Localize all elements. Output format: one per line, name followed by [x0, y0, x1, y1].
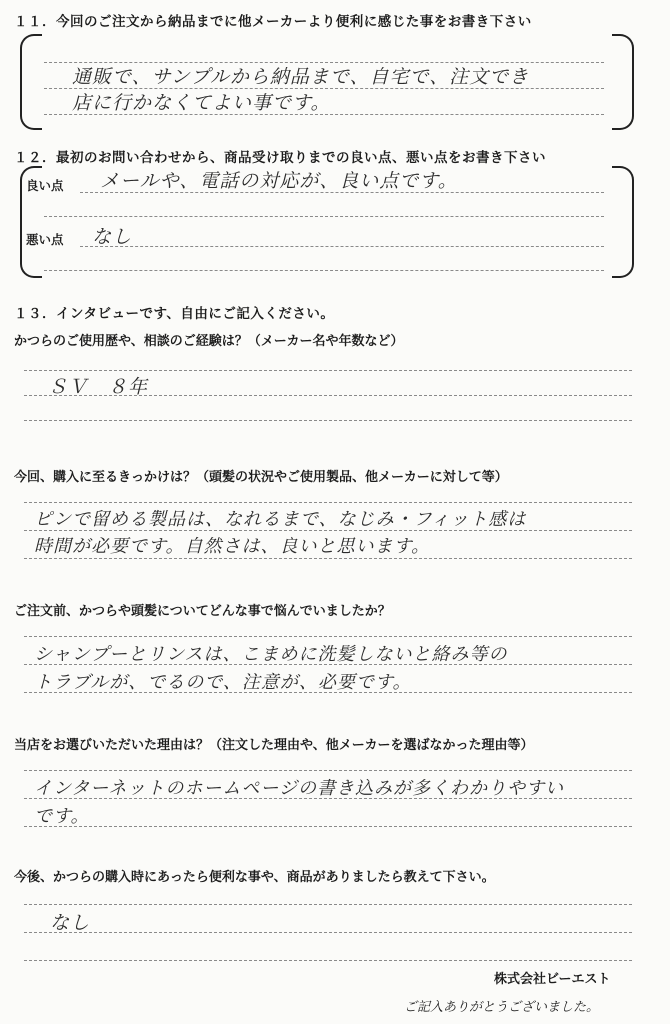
q13-item-line	[24, 370, 632, 371]
q11-answer-line-2: 店に行かなくてよい事です。	[72, 92, 331, 114]
q13-item-line	[24, 904, 632, 905]
q12-good-label: 良い点	[26, 178, 64, 193]
q13-item-line	[24, 636, 632, 637]
q13-item-line	[24, 558, 632, 559]
q13-item-line	[24, 420, 632, 421]
q13-item-question: 今回、購入に至るきっかけは？（頭髪の状況やご使用製品、他メーカーに対して等）	[14, 470, 508, 485]
q13-item-question: かつらのご使用歴や、相談のご経験は？（メーカー名や年数など）	[14, 334, 404, 349]
q13-item-answer-line-1: ＳＶ ８年	[48, 376, 149, 398]
q12-line-4	[44, 270, 604, 271]
q13-item-question: 今後、かつらの購入時にあったら便利な事や、商品がありましたら教えて下さい。	[14, 870, 495, 885]
q12-line-3	[80, 246, 604, 247]
q13-item-question: ご注文前、かつらや頭髪についてどんな事で悩んでいましたか？	[14, 604, 391, 619]
q12-bad-label: 悪い点	[26, 232, 64, 247]
q11-bracket-left	[20, 34, 42, 130]
q11-bracket-right	[612, 34, 634, 130]
q13-item-line	[24, 826, 632, 827]
q12-good-answer: メールや、電話の対応が、良い点です。	[100, 170, 458, 192]
q12-title: １２．最初のお問い合わせから、商品受け取りまでの良い点、悪い点をお書き下さい	[14, 150, 546, 166]
q13-item-answer-line-2: です。	[34, 806, 90, 827]
q13-item-line	[24, 932, 632, 933]
q12-bad-answer: なし	[92, 226, 133, 248]
q13-item-answer-line-2: 時間が必要です。自然さは、良いと思います。	[34, 536, 431, 557]
q13-item-answer-line-1: ピンで留める製品は、なれるまで、なじみ・フィット感は	[34, 509, 527, 530]
q13-title: １３．インタビューです、自由にご記入ください。	[14, 306, 335, 322]
q13-item-question: 当店をお選びいただいた理由は？（注文した理由や、他メーカーを選ばなかった理由等）	[14, 738, 534, 753]
q13-item-answer-line-1: なし	[50, 912, 91, 934]
q12-line-2	[44, 216, 604, 217]
q11-title: １１．今回のご注文から納品までに他メーカーより便利に感じた事をお書き下さい	[14, 14, 532, 30]
q13-item-answer-line-2: トラブルが、でるので、注意が、必要です。	[34, 672, 412, 693]
thanks-message: ご記入ありがとうございました。	[404, 1000, 600, 1015]
q13-item-line	[24, 770, 632, 771]
q13-item-line	[24, 960, 632, 961]
q11-answer-line-1: 通販で、サンプルから納品まで、自宅で、注文でき	[72, 66, 530, 88]
q13-item-line	[24, 502, 632, 503]
q13-item-answer-line-1: シャンプーとリンスは、こまめに洗髪しないと絡み等の	[34, 644, 508, 665]
q12-line-1	[80, 192, 604, 193]
company-name: 株式会社ビーエスト	[494, 972, 611, 987]
q12-bracket-right	[612, 166, 634, 278]
q13-item-answer-line-1: インターネットのホームページの書き込みが多くわかりやすい	[34, 778, 565, 799]
